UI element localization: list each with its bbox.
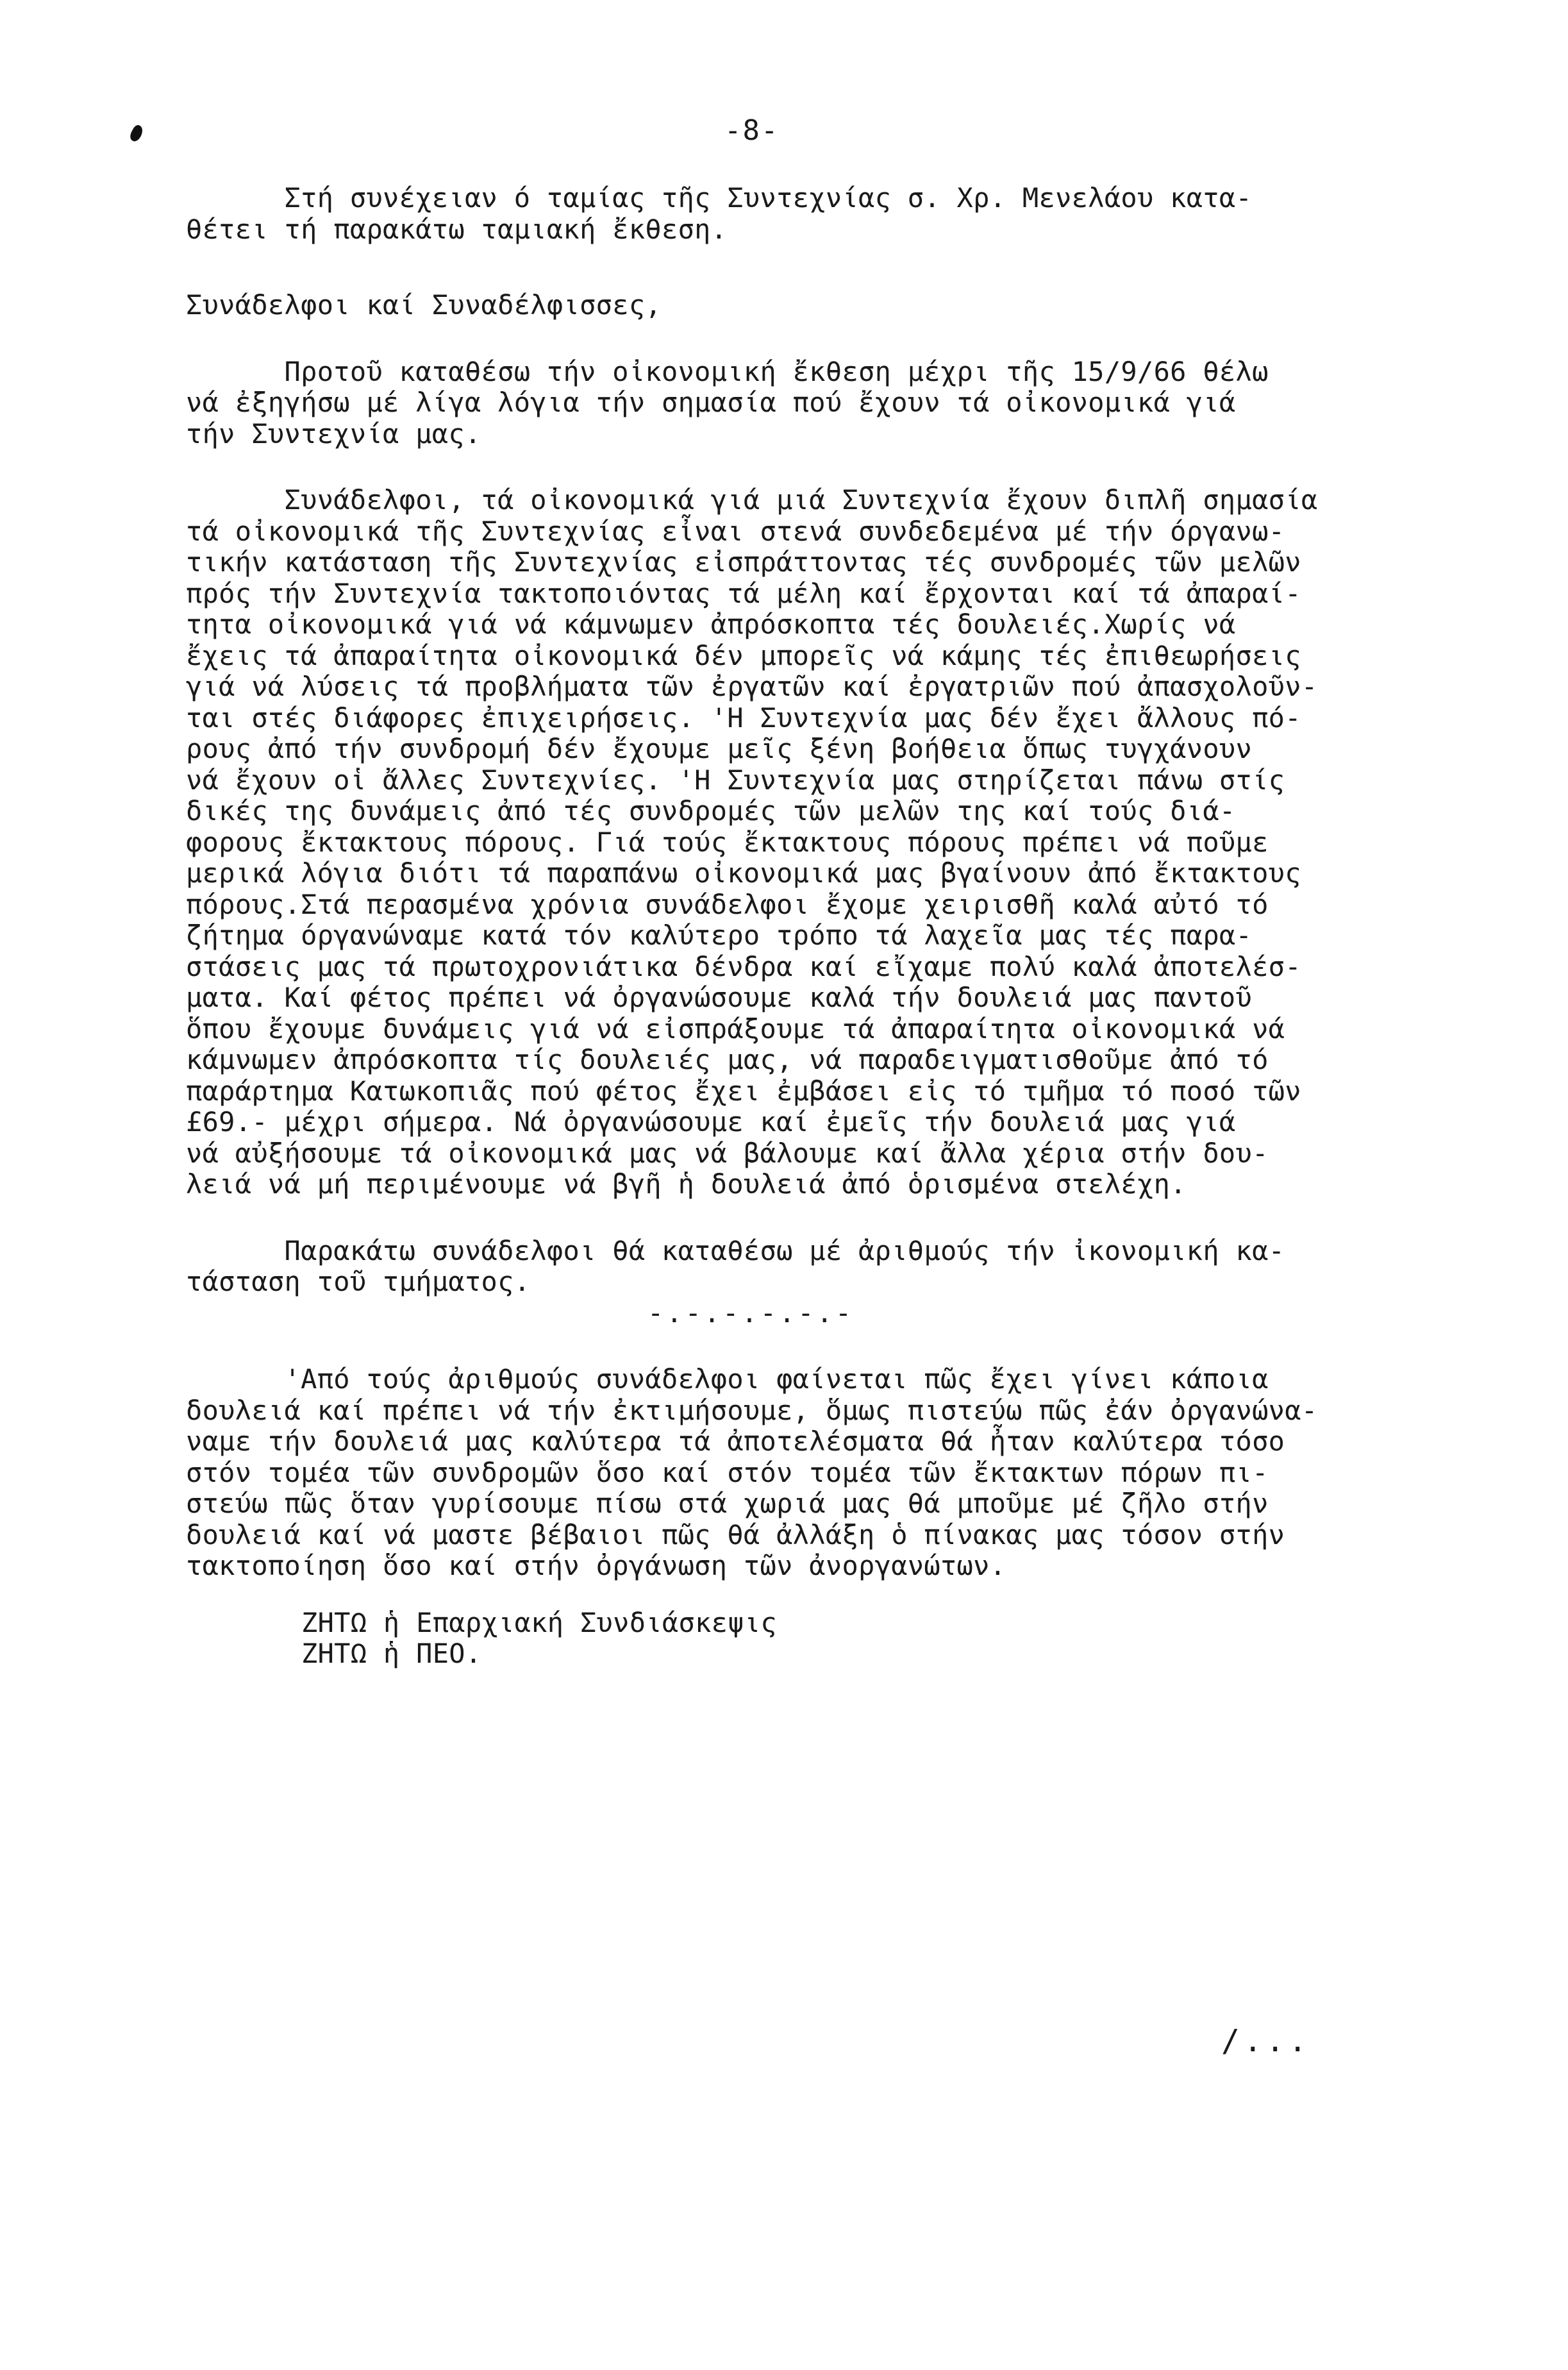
text-line: πρός τήν Συντεχνία τακτοποιόντας τά μέλη καί ἔρχονται καί τά ἀπαραί- [186, 577, 1301, 609]
text-line: νά ἐξηγήσω μέ λίγα λόγια τήν σημασία πού ἔχουν τά οἰκονομικά γιά [186, 387, 1236, 418]
text-line: ὅπου ἔχουμε δυνάμεις γιά νά εἰσπράξουμε τά ἀπαραίτητα οἰκονομικά νά [186, 1013, 1285, 1045]
paragraph-2 [186, 485, 1455, 1200]
document-body [186, 183, 1455, 1670]
text-line: στάσεις μας τά πρωτοχρονιάτικα δένδρα καί εἴχαμε πολύ καλά ἀποτελέσ- [186, 950, 1301, 982]
text-line: ται στές διάφορες ἐπιχειρήσεις. 'Η Συντεχνία μας δέν ἔχει ἄλλους πό- [186, 702, 1301, 734]
paragraph-1 [186, 357, 1455, 450]
text-line: τητα οἰκονομικά γιά νά κάμνωμεν ἀπρόσκοπτα τές δουλειές.Χωρίς νά [186, 609, 1236, 640]
text-line: τακτοποίηση ὅσο καί στήν ὀργάνωση τῶν ἀνοργανώτων. [186, 1550, 1006, 1581]
ink-blot-mark [128, 124, 145, 143]
text-line: Προτοῦ καταθέσω τήν οἰκονομική ἔκθεση μέχρι τῆς 15/9/66 θέλω [186, 355, 1269, 387]
text-line: ματα. Καί φέτος πρέπει νά ὀργανώσουμε καλά τήν δουλειά μας παντοῦ [186, 982, 1253, 1013]
text-line: 'Από τούς ἀριθμούς συνάδελφοι φαίνεται πῶς ἔχει γίνει κάποια [186, 1363, 1269, 1395]
text-line: δουλειά καί νά μαστε βέβαιοι πῶς θά ἀλλάξη ὁ πίνακας μας τόσον στήν [186, 1518, 1285, 1551]
slogan-line: ΖΗΤΩ ἡ Επαρχιακή Συνδιάσκεψις [301, 1606, 777, 1638]
paragraph-3 [186, 1236, 1455, 1298]
text-line: θέτει τή παρακάτω ταμιακή ἔκθεση. [186, 213, 728, 245]
intro-paragraph [186, 183, 1455, 245]
text-line: φορους ἔκτακτους πόρους. Γιά τούς ἔκτακτους πόρους πρέπει νά ποῦμε [186, 826, 1269, 858]
text-line: κάμνωμεν ἀπρόσκοπτα τίς δουλειές μας, νά παραδειγματισθοῦμε ἀπό τό [186, 1044, 1269, 1075]
text-line: £69.- μέχρι σήμερα. Νά ὀργανώσουμε καί ἐμεῖς τήν δουλειά μας γιά [186, 1106, 1236, 1138]
text-line: ζήτημα όργανώναμε κατά τόν καλύτερο τρόπο τά λαχεῖα μας τές παρα- [186, 920, 1253, 951]
text-line: γιά νά λύσεις τά προβλήματα τῶν ἐργατῶν καί ἐργατριῶν πού ἀπασχολοῦν- [186, 671, 1318, 702]
text-line: παράρτημα Κατωκοπιᾶς πού φέτος ἔχει ἐμβάσει εἰς τό τμῆμα τό ποσό τῶν [186, 1075, 1301, 1107]
text-line: στόν τομέα τῶν συνδρομῶν ὅσο καί στόν τομέα τῶν ἔκτακτων πόρων πι- [186, 1456, 1269, 1488]
text-line: ρους ἀπό τήν συνδρομή δέν ἔχουμε μεῖς ξένη βοήθεια ὅπως τυγχάνουν [186, 733, 1253, 764]
text-line: τά οἰκονομικά τῆς Συντεχνίας εἶναι στενά συνδεδεμένα μέ τήν όργανω- [186, 515, 1285, 547]
page-number: -8- [724, 114, 780, 147]
text-line: Συνάδελφοι, τά οἰκονομικά γιά μιά Συντεχνία ἔχουν διπλῆ σημασία [186, 484, 1318, 516]
text-line: τικήν κατάσταση τῆς Συντεχνίας εἰσπράττοντας τές συνδρομές τῶν μελῶν [186, 546, 1301, 578]
closing-slogans [186, 1608, 1455, 1670]
text-line: δουλειά καί πρέπει νά τήν ἐκτιμήσουμε, ὅμως πιστεύω πῶς ἐάν ὀργανώνα- [186, 1394, 1318, 1426]
paragraph-4 [186, 1364, 1455, 1582]
text-line: τήν Συντεχνία μας. [186, 417, 481, 450]
text-line: στεύω πῶς ὅταν γυρίσουμε πίσω στά χωριά μας θά μποῦμε μέ ζῆλο στήν [186, 1488, 1269, 1519]
separator-line: -.-.-.-.-.- [647, 1297, 855, 1329]
text-line: μερικά λόγια διότι τά παραπάνω οἰκονομικά μας βγαίνουν ἀπό ἔκτακτους [186, 857, 1301, 889]
continuation-mark: /... [1221, 2023, 1311, 2059]
text-line: Στή συνέχειαν ό ταμίας τῆς Συντεχνίας σ. Χρ. Μενελάου κατα- [186, 182, 1253, 214]
text-line: δικές της δυνάμεις ἀπό τές συνδρομές τῶν μελῶν της καί τούς διά- [186, 795, 1236, 827]
text-line: πόρους.Στά περασμένα χρόνια συνάδελφοι ἔχομε χειρισθῆ καλά αὐτό τό [186, 888, 1269, 920]
text-line: τάσταση τοῦ τμήματος. [186, 1266, 531, 1297]
salutation: Συνάδελφοι καί Συναδέλφισσες, [186, 289, 662, 321]
text-line: νά αὐξήσουμε τά οἰκονομικά μας νά βάλουμε καί ἄλλα χέρια στήν δου- [186, 1137, 1269, 1169]
text-line: λειά νά μή περιμένουμε νά βγῆ ἡ δουλειά ἀπό ὁρισμένα στελέχη. [186, 1168, 1187, 1200]
text-line: ναμε τήν δουλειά μας καλύτερα τά ἀποτελέσματα θά ἦταν καλύτερα τόσο [186, 1425, 1285, 1457]
text-line: νά ἔχουν οἱ ἄλλες Συντεχνίες. 'Η Συντεχνία μας στηρίζεται πάνω στίς [186, 764, 1285, 796]
text-line: ἔχεις τά ἀπαραίτητα οἰκονομικά δέν μπορεῖς νά κάμης τές ἐπιθεωρήσεις [186, 639, 1301, 671]
text-line: Παρακάτω συνάδελφοι θά καταθέσω μέ ἀριθμούς τήν ἰκονομική κα- [186, 1234, 1285, 1266]
slogan-line: ΖΗΤΩ ἡ ΠΕΟ. [301, 1638, 482, 1669]
